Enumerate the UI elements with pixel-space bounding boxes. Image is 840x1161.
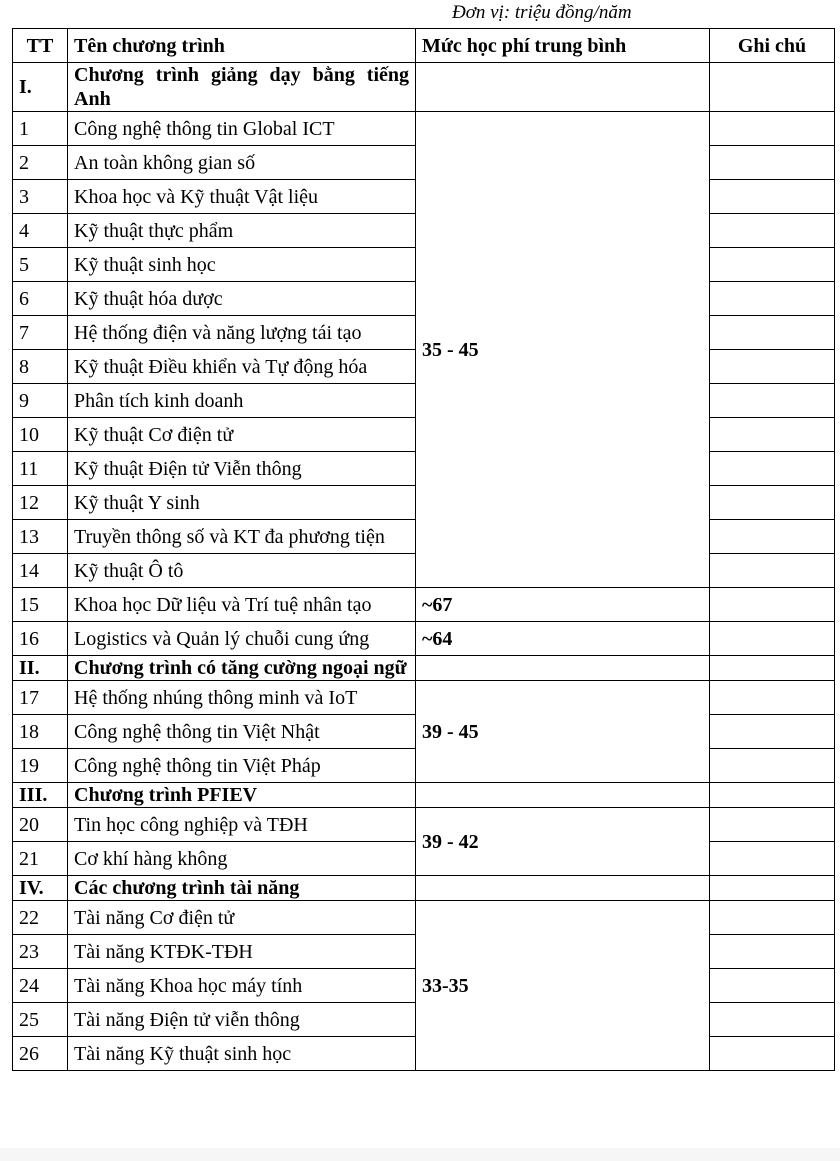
section-row	[13, 876, 835, 901]
section-title: Chương trình PFIEV	[68, 783, 416, 808]
program-number: 12	[13, 486, 68, 520]
note-cell	[710, 588, 835, 622]
program-number: 5	[13, 248, 68, 282]
program-name: An toàn không gian số	[68, 146, 416, 180]
program-number: 23	[13, 935, 68, 969]
note-cell	[710, 901, 835, 935]
program-name: Cơ khí hàng không	[68, 842, 416, 876]
note-cell	[710, 1037, 835, 1071]
program-name: Logistics và Quản lý chuỗi cung ứng	[68, 622, 416, 656]
section-number: IV.	[13, 876, 68, 901]
program-name: Phân tích kinh doanh	[68, 384, 416, 418]
note-cell	[710, 486, 835, 520]
program-number: 11	[13, 452, 68, 486]
program-number: 6	[13, 282, 68, 316]
section-fee-cell	[416, 63, 710, 112]
note-cell	[710, 180, 835, 214]
note-cell	[710, 63, 835, 112]
note-cell	[710, 935, 835, 969]
fee-value: ~64	[416, 622, 710, 656]
header-note: Ghi chú	[710, 29, 835, 63]
section-number: I.	[13, 63, 68, 112]
program-number: 10	[13, 418, 68, 452]
program-number: 17	[13, 681, 68, 715]
program-name: Kỹ thuật thực phẩm	[68, 214, 416, 248]
unit-note: Đơn vị: triệu đồng/năm	[452, 2, 632, 23]
program-number: 16	[13, 622, 68, 656]
note-cell	[710, 452, 835, 486]
program-name: Tài năng Kỹ thuật sinh học	[68, 1037, 416, 1071]
program-number: 20	[13, 808, 68, 842]
note-cell	[710, 876, 835, 901]
note-cell	[710, 656, 835, 681]
section-number: III.	[13, 783, 68, 808]
header-name: Tên chương trình	[68, 29, 416, 63]
note-cell	[710, 749, 835, 783]
note-cell	[710, 681, 835, 715]
program-name: Tài năng KTĐK-TĐH	[68, 935, 416, 969]
program-name: Kỹ thuật hóa dược	[68, 282, 416, 316]
page-edge	[0, 1148, 840, 1161]
note-cell	[710, 112, 835, 146]
note-cell	[710, 622, 835, 656]
note-cell	[710, 1003, 835, 1037]
program-number: 26	[13, 1037, 68, 1071]
program-name: Khoa học và Kỹ thuật Vật liệu	[68, 180, 416, 214]
program-number: 8	[13, 350, 68, 384]
program-row	[13, 588, 835, 622]
program-name: Công nghệ thông tin Việt Nhật	[68, 715, 416, 749]
program-number: 13	[13, 520, 68, 554]
section-row	[13, 656, 835, 681]
program-name: Kỹ thuật sinh học	[68, 248, 416, 282]
program-name: Khoa học Dữ liệu và Trí tuệ nhân tạo	[68, 588, 416, 622]
note-cell	[710, 554, 835, 588]
program-number: 22	[13, 901, 68, 935]
program-name: Hệ thống điện và năng lượng tái tạo	[68, 316, 416, 350]
section-fee-cell	[416, 876, 710, 901]
header-tt: TT	[13, 29, 68, 63]
program-name: Truyền thông số và KT đa phương tiện	[68, 520, 416, 554]
program-number: 9	[13, 384, 68, 418]
program-name: Tin học công nghiệp và TĐH	[68, 808, 416, 842]
program-number: 18	[13, 715, 68, 749]
program-number: 15	[13, 588, 68, 622]
note-cell	[710, 969, 835, 1003]
program-number: 21	[13, 842, 68, 876]
program-row	[13, 112, 835, 146]
program-name: Công nghệ thông tin Global ICT	[68, 112, 416, 146]
note-cell	[710, 715, 835, 749]
program-number: 4	[13, 214, 68, 248]
program-row	[13, 681, 835, 715]
section-number: II.	[13, 656, 68, 681]
note-cell	[710, 146, 835, 180]
program-number: 14	[13, 554, 68, 588]
program-row	[13, 901, 835, 935]
note-cell	[710, 214, 835, 248]
program-number: 7	[13, 316, 68, 350]
program-name: Công nghệ thông tin Việt Pháp	[68, 749, 416, 783]
note-cell	[710, 520, 835, 554]
note-cell	[710, 282, 835, 316]
program-name: Kỹ thuật Cơ điện tử	[68, 418, 416, 452]
fee-value: ~67	[416, 588, 710, 622]
note-cell	[710, 350, 835, 384]
tuition-table	[12, 28, 835, 1071]
note-cell	[710, 316, 835, 350]
program-name: Kỹ thuật Điện tử Viễn thông	[68, 452, 416, 486]
note-cell	[710, 418, 835, 452]
note-cell	[710, 248, 835, 282]
program-name: Kỹ thuật Y sinh	[68, 486, 416, 520]
program-number: 2	[13, 146, 68, 180]
fee-value: 33-35	[416, 901, 710, 1071]
program-name: Tài năng Điện tử viễn thông	[68, 1003, 416, 1037]
section-row	[13, 783, 835, 808]
program-row	[13, 622, 835, 656]
program-number: 24	[13, 969, 68, 1003]
section-title: Các chương trình tài năng	[68, 876, 416, 901]
fee-value: 39 - 42	[416, 808, 710, 876]
program-row	[13, 808, 835, 842]
program-number: 1	[13, 112, 68, 146]
program-number: 3	[13, 180, 68, 214]
program-name: Kỹ thuật Điều khiển và Tự động hóa	[68, 350, 416, 384]
header-row	[13, 29, 835, 63]
note-cell	[710, 808, 835, 842]
fee-value: 35 - 45	[416, 112, 710, 588]
program-number: 25	[13, 1003, 68, 1037]
program-name: Tài năng Khoa học máy tính	[68, 969, 416, 1003]
section-title: Chương trình giảng dạy bằng tiếng Anh	[68, 63, 416, 112]
program-name: Hệ thống nhúng thông minh và IoT	[68, 681, 416, 715]
header-fee: Mức học phí trung bình	[416, 29, 710, 63]
section-row	[13, 63, 835, 112]
note-cell	[710, 842, 835, 876]
note-cell	[710, 783, 835, 808]
program-number: 19	[13, 749, 68, 783]
note-cell	[710, 384, 835, 418]
section-fee-cell	[416, 656, 710, 681]
program-name: Kỹ thuật Ô tô	[68, 554, 416, 588]
fee-value: 39 - 45	[416, 681, 710, 783]
section-title: Chương trình có tăng cường ngoại ngữ	[68, 656, 416, 681]
section-fee-cell	[416, 783, 710, 808]
program-name: Tài năng Cơ điện tử	[68, 901, 416, 935]
